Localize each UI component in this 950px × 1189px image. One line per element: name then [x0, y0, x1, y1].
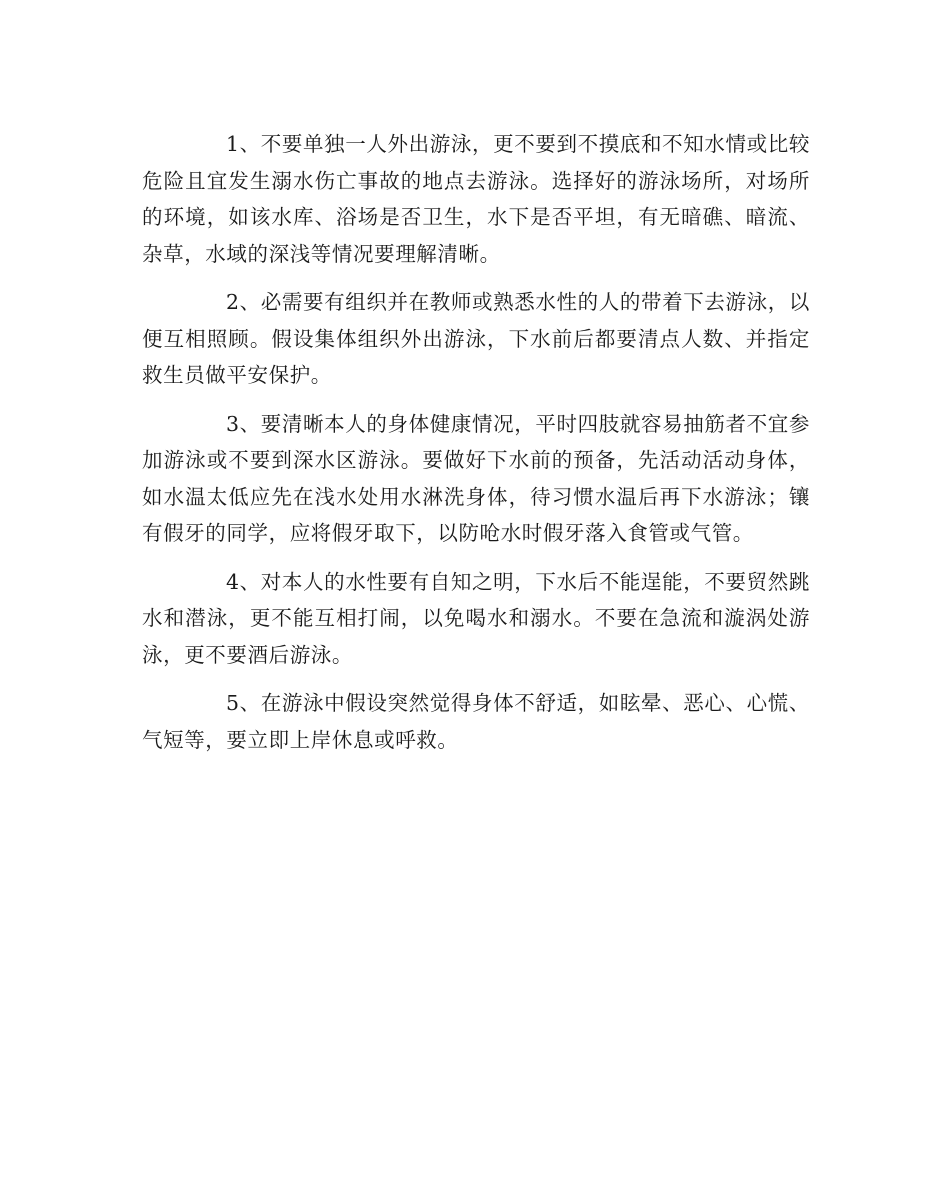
paragraph-3: 3、要清晰本人的身体健康情况，平时四肢就容易抽筋者不宜参加游泳或不要到深水区游泳。要做好下水前的预备，先活动活动身体，如水温太低应先在浅水处用水淋洗身体，待习惯水温后再下水游泳；镶有假牙的同学，应将假牙取下，以防呛水时假牙落入食管或气管。: [142, 411, 810, 545]
paragraph-4: 4、对本人的水性要有自知之明，下水后不能逞能，不要贸然跳水和潜泳，更不能互相打闹，以免喝水和溺水。不要在急流和漩涡处游泳，更不要酒后游泳。: [142, 569, 810, 667]
paragraph-5: 5、在游泳中假设突然觉得身体不舒适，如眩晕、恶心、心慌、气短等，要立即上岸休息或呼救。: [142, 691, 810, 752]
paragraph-1: 1、不要单独一人外出游泳，更不要到不摸底和不知水情或比较危险且宜发生溺水伤亡事故的地点去游泳。选择好的游泳场所，对场所的环境，如该水库、浴场是否卫生，水下是否平坦，有无暗礁、暗流、杂草，水域的深浅等情况要理解清晰。: [142, 132, 810, 266]
document-body: [142, 126, 810, 770]
paragraph-2: 2、必需要有组织并在教师或熟悉水性的人的带着下去游泳，以便互相照顾。假设集体组织外出游泳，下水前后都要清点人数、并指定救生员做平安保护。: [142, 290, 810, 387]
